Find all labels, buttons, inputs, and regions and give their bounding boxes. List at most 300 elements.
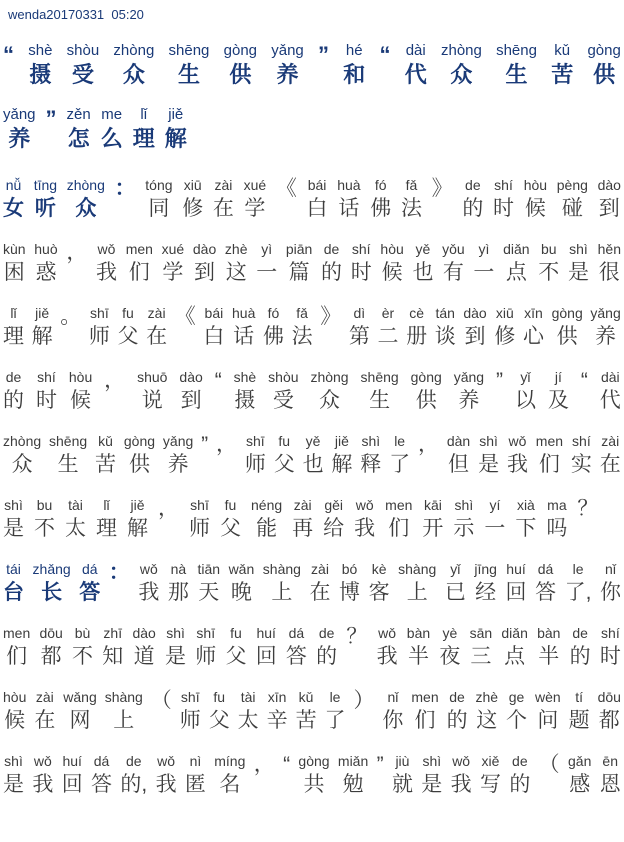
pinyin-text: yě [415,241,431,257]
ruby-token [62,751,83,799]
ruby-token [569,687,590,735]
text-line [3,495,621,543]
hanzi-text: “ [283,753,291,776]
hanzi-text: 共 [303,773,325,796]
ruby-token [283,751,290,799]
hanzi-text: 在 [309,581,331,604]
hanzi-text: （ [538,753,560,776]
hanzi-text: 在 [212,197,234,220]
ruby-token [370,175,391,223]
pinyin-text: wǒ [139,561,158,577]
hanzi-text: 听 [34,197,56,220]
ruby-token [3,751,24,799]
pinyin-text: pèng [556,177,588,193]
hanzi-text: 怎 [67,126,90,151]
pinyin-text: shēng [496,42,537,59]
pinyin-text: wǒ [157,753,176,769]
hanzi-text: 们 [6,645,28,668]
ruby-token [185,751,206,799]
text-line [3,175,621,223]
pinyin-text: hòu [68,369,93,385]
pinyin-text: gòng [587,42,621,59]
ruby-token [422,495,443,543]
hanzi-text: 师 [189,517,210,540]
pinyin-text: nǐ [387,689,399,705]
pinyin-text: men [3,625,31,641]
pinyin-text: le [394,433,406,449]
hanzi-text: （ [150,689,172,712]
pinyin-text: jiě [130,497,145,513]
pinyin-text: yǎng [590,305,621,321]
ruby-token [267,687,288,735]
ruby-token [3,239,26,287]
pinyin-text: lǐ [10,305,17,321]
pinyin-text: bàn [537,625,561,641]
pinyin-text: bó [341,561,358,577]
hanzi-text: 台 [3,581,24,604]
ruby-token [536,431,563,479]
hanzi-text: 时 [599,645,621,668]
hanzi-text: 生 [505,62,528,87]
hanzi-text: 是 [3,773,24,796]
pinyin-text: de [449,689,465,705]
ruby-token [581,367,588,415]
ruby-token [3,105,36,153]
hanzi-text: 的 [569,645,591,668]
ruby-token [539,751,560,799]
answer-paragraph [3,559,621,799]
hanzi-text: 众 [122,62,145,87]
ruby-token [225,623,246,671]
ruby-token [407,623,430,671]
ruby-token [251,495,282,543]
ruby-token [524,175,547,223]
pinyin-text: jiù [395,753,410,769]
text-line [3,431,621,479]
ruby-token [256,623,277,671]
ruby-token [439,623,460,671]
speaker-token [67,175,105,223]
ruby-token [225,239,248,287]
hanzi-text: 在 [599,453,621,476]
pinyin-text: yí [489,497,501,513]
hanzi-text: 同 [148,197,170,220]
text-line [3,303,621,351]
pinyin-text: kùn [3,241,26,257]
hanzi-text: ？ [577,497,599,520]
hanzi-text: ” [45,106,57,131]
pinyin-text: zài [214,177,233,193]
ruby-token [163,431,193,479]
ruby-token [137,367,167,415]
pinyin-text: dào [192,241,217,257]
ruby-token [476,687,499,735]
pinyin-text: xià [516,497,535,513]
hanzi-text: 到 [194,261,216,284]
hanzi-text: 在 [34,709,56,732]
ruby-token [447,687,468,735]
hanzi-text: 佛 [370,197,392,220]
ruby-token [323,495,344,543]
hanzi-text: 一 [473,261,495,284]
ruby-token [49,431,87,479]
ruby-token [96,239,117,287]
ruby-token [463,303,486,351]
hanzi-text: 解 [31,325,53,348]
pinyin-text: shī [90,305,109,321]
pinyin-text: fu [278,433,291,449]
pinyin-text: kǔ [554,42,571,59]
hanzi-text: 吗 [546,517,568,540]
pinyin-text: dài [600,369,620,385]
pinyin-text: gòng [223,42,258,59]
ruby-token [600,751,621,799]
hanzi-text: 父 [117,325,139,348]
hanzi-text: 一 [484,517,506,540]
pinyin-text: de [512,753,528,769]
ruby-token [214,751,245,799]
pinyin-text: lǐ [103,497,110,513]
pinyin-text: dá [288,625,305,641]
pinyin-text: hòu [3,689,27,705]
hanzi-text: 不 [72,645,94,668]
pinyin-text: dào [463,305,487,321]
ruby-token [506,687,527,735]
hanzi-text: 了, [564,581,592,604]
hanzi-text: 到 [464,325,486,348]
ruby-token [349,303,370,351]
pinyin-text: kè [371,561,387,577]
ruby-token [496,367,503,415]
pinyin-text: shī [246,433,265,449]
hanzi-text: 的 [509,773,531,796]
ruby-token [220,495,241,543]
hanzi-text: 父 [225,645,247,668]
pinyin-text: dàn [446,433,471,449]
ruby-token [296,687,317,735]
hanzi-text: 父 [208,709,230,732]
hanzi-text: 再 [292,517,314,540]
hanzi-text: 在 [146,325,168,348]
ruby-token [515,367,536,415]
ruby-token [451,751,472,799]
ruby-token [39,623,62,671]
hanzi-text: ， [253,753,275,776]
pinyin-text: fǎ [405,177,418,193]
hanzi-text: 们 [388,517,410,540]
hanzi-text: 很 [598,261,620,284]
speaker-token [3,559,24,607]
pinyin-text: tīng [33,177,58,193]
pinyin-text: zhè [224,241,248,257]
pinyin-text: zhǎng [32,561,71,577]
hanzi-text: 答 [79,581,101,604]
hanzi-text: 养 [167,453,189,476]
pinyin-text: shí [494,177,513,193]
ruby-token [577,495,598,543]
ruby-token [32,303,53,351]
text-line [3,623,621,671]
hanzi-text: ， [215,433,237,456]
ruby-token [537,623,560,671]
ruby-token [484,495,505,543]
hanzi-text: 生 [369,389,391,412]
pinyin-text: huí [62,753,82,769]
pinyin-text: huí [506,561,526,577]
ruby-token [263,559,301,607]
pinyin-text: ma [547,497,567,513]
pinyin-text: hòu [523,177,548,193]
ruby-token [548,367,569,415]
hanzi-text: 师 [195,645,217,668]
pinyin-text: fǎ [296,305,308,321]
ruby-token [124,431,155,479]
ruby-token [507,431,528,479]
hanzi-text: 知 [102,645,124,668]
ruby-token [3,495,24,543]
ruby-token [118,303,139,351]
hanzi-text: 到 [180,389,202,412]
ruby-token [232,303,255,351]
hanzi-text: 是 [478,453,500,476]
hanzi-text: ： [108,561,130,584]
pinyin-text: gòng [123,433,156,449]
pinyin-text: shòu [66,42,100,59]
hanzi-text: 实 [570,453,592,476]
ruby-token [568,751,591,799]
hanzi-text: 解 [331,453,353,476]
hanzi-text: 话 [233,325,255,348]
hanzi-text: 白 [306,197,328,220]
pinyin-text: gòng [551,305,583,321]
hanzi-text: 题 [568,709,590,732]
pinyin-text: yì [261,241,273,257]
hanzi-text: 代 [404,62,427,87]
hanzi-text: 是 [165,645,187,668]
ruby-token [46,105,57,153]
pinyin-text: wǎn [228,561,255,577]
ruby-token [215,367,222,415]
hanzi-text: 的 [316,645,338,668]
pinyin-text: zhòng [3,433,42,449]
hanzi-text: 养 [276,62,299,87]
ruby-token [318,41,329,89]
pinyin-text: le [572,561,584,577]
ruby-token [380,41,391,89]
pinyin-text: yǐ [520,369,531,385]
ruby-token [234,367,257,415]
pinyin-text: dōu [39,625,63,641]
ruby-token [165,105,187,153]
ruby-token [331,431,352,479]
ruby-token [401,175,422,223]
hanzi-text: ） [353,689,375,712]
ruby-token [377,623,398,671]
ruby-token [209,687,230,735]
ruby-token [406,303,427,351]
hanzi-text: 经 [475,581,497,604]
ruby-token [298,751,329,799]
pinyin-text: shàng [262,561,301,577]
pinyin-text: tiān [197,561,221,577]
pinyin-text: shàng [104,689,143,705]
ruby-token [189,495,210,543]
ruby-token [245,431,266,479]
hanzi-text: 晚 [230,581,252,604]
ruby-token [432,175,453,223]
hanzi-text: 匿 [184,773,206,796]
hanzi-text: 们 [538,453,560,476]
hanzi-text: 写 [479,773,501,796]
pinyin-text: shì [361,433,381,449]
ruby-token [600,559,621,607]
hanzi-text: 和 [343,62,366,87]
hanzi-text: ” [318,42,330,67]
ruby-token [133,105,155,153]
hanzi-text: 也 [412,261,434,284]
pinyin-text: shēng [360,369,399,385]
hanzi-text: 《 [275,177,297,200]
ruby-token [503,239,529,287]
pinyin-text: diǎn [503,241,530,257]
ruby-token [421,751,442,799]
ruby-token [405,41,427,89]
ruby-token [587,41,620,89]
ruby-token [201,431,208,479]
hanzi-text: 是 [567,261,589,284]
hanzi-text: 。 [60,305,82,328]
hanzi-text: 了 [389,453,411,476]
pinyin-text: lǐ [140,106,148,123]
ruby-token [224,41,257,89]
hanzi-text: 碰 [561,197,583,220]
pinyin-text: dá [537,561,554,577]
hanzi-text: 学 [162,261,184,284]
hanzi-text: 众 [450,62,473,87]
pinyin-text: xīn [524,305,543,321]
ruby-token [600,431,621,479]
ruby-token [193,239,216,287]
hanzi-text: 勉 [342,773,364,796]
hanzi-text: 半 [538,645,560,668]
hanzi-text: 恩 [599,773,621,796]
hanzi-text: 都 [598,709,620,732]
ruby-token [65,495,86,543]
hanzi-text: 》 [431,177,453,200]
hanzi-text: 供 [229,62,252,87]
ruby-token [307,175,328,223]
ruby-token [72,623,93,671]
hanzi-text: 点 [505,261,527,284]
pinyin-text: nǚ [5,177,22,193]
hanzi-text: 养 [595,325,617,348]
pinyin-text: shí [572,433,591,449]
ruby-token [473,239,494,287]
pinyin-text: néng [251,497,283,513]
pinyin-text: shī [190,497,209,513]
hanzi-text: 养 [458,389,480,412]
hanzi-text: 我 [96,261,117,284]
pinyin-text: jiě [334,433,349,449]
pinyin-text: xué [161,241,185,257]
ruby-token [565,559,592,607]
ruby-token [169,41,210,89]
hanzi-text: 是 [3,517,24,540]
hanzi-text: 开 [422,517,444,540]
ruby-token [180,687,201,735]
pinyin-text: shí [351,241,371,257]
question-paragraph [3,175,621,543]
text-line [3,239,621,287]
hanzi-text: 回 [255,645,277,668]
text-line [3,559,621,607]
ruby-token [175,303,196,351]
pinyin-text: dá [93,753,110,769]
ruby-token [182,175,203,223]
ruby-token [557,175,588,223]
hanzi-text: 解 [164,126,187,151]
hanzi-text: 生 [57,453,79,476]
ruby-token [380,239,403,287]
hanzi-text: 师 [244,453,266,476]
ruby-token [598,239,621,287]
pinyin-text: wèn [535,689,561,705]
pinyin-text: èr [381,305,395,321]
ruby-token [377,303,398,351]
hanzi-text: 不 [538,261,560,284]
pinyin-text: gǎn [568,753,592,769]
hanzi-text: 已 [444,581,466,604]
hanzi-text: 辛 [266,709,288,732]
ruby-token [590,303,620,351]
hanzi-text: “ [379,42,391,67]
pinyin-text: hòu [380,241,404,257]
hanzi-text: 了 [324,709,346,732]
pinyin-text: zhī [103,625,123,641]
ruby-token [354,495,375,543]
pinyin-text: tán [435,305,455,321]
hanzi-text: 理 [96,517,117,540]
ruby-token [292,495,313,543]
hanzi-text: 回 [61,773,83,796]
hanzi-text: 我 [506,453,528,476]
ruby-token [151,687,172,735]
hanzi-text: 太 [237,709,259,732]
ruby-token [95,431,116,479]
hanzi-text: 三 [470,645,492,668]
hanzi-text: 困 [3,261,25,284]
ruby-token [412,239,433,287]
ruby-token [126,239,153,287]
pinyin-text: bái [307,177,327,193]
hanzi-text: 时 [493,197,515,220]
ruby-token [598,175,621,223]
hanzi-text: 我 [155,773,177,796]
hanzi-text: ， [158,497,179,520]
ruby-token [389,431,410,479]
pinyin-text: bù [74,625,91,641]
ruby-token [102,623,123,671]
pinyin-text: zhòng [310,369,349,385]
ruby-token [3,303,24,351]
speaker-token [79,559,100,607]
hanzi-text: 众 [75,197,97,220]
ruby-token [523,303,544,351]
hanzi-text: 受 [71,62,94,87]
hanzi-text: 苦 [551,62,574,87]
ruby-token [411,367,442,415]
hanzi-text: ” [496,369,504,392]
